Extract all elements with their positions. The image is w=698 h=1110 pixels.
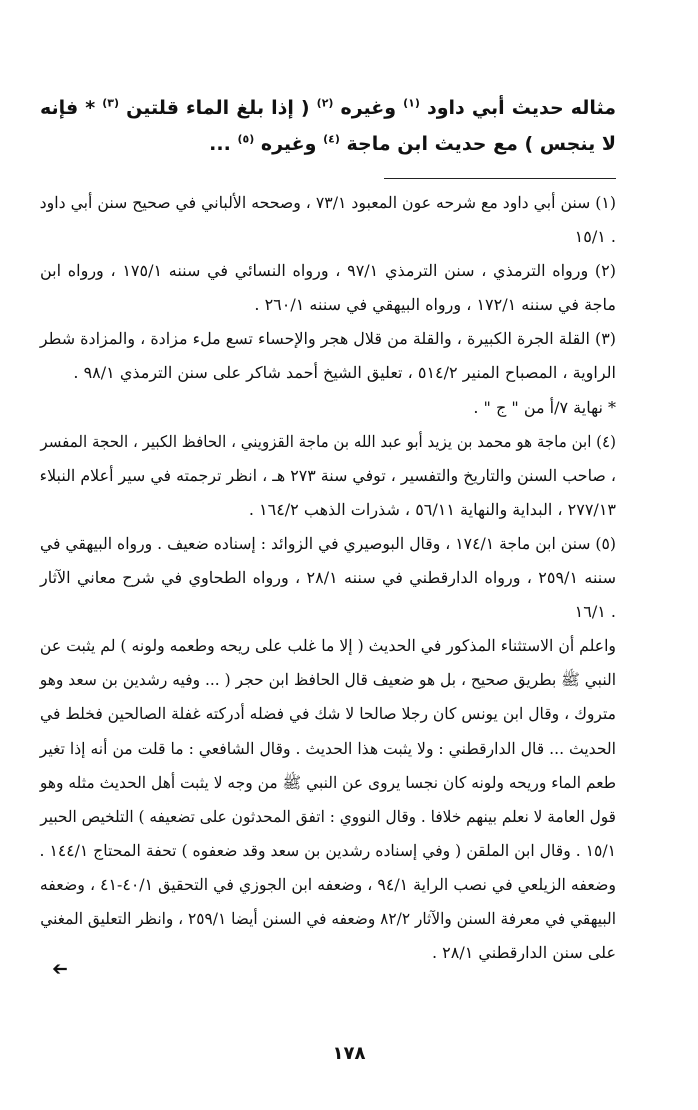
main-text-segment: مثاله حديث أبي داود: [426, 97, 617, 119]
footnote-ref-3: (٣): [102, 96, 120, 110]
footnote-line: (٥) سنن ابن ماجة ١٧٤/١ ، وقال البوصيري في الزوائد : إسناده ضعيف . ورواه البيهقي في: [39, 533, 616, 553]
footnote-line: . ١٥/١: [574, 227, 616, 247]
footnote-line: واعلم أن الاستثناء المذكور في الحديث ( إلا ما غلب على ريحه وطعمه ولونه ) لم يثبت عن: [39, 636, 617, 656]
main-text-segment: * فإنه لا ينجس ) مع: [40, 97, 616, 155]
footnote-line: (١) سنن أبي داود مع شرحه عون المعبود ٧٣/١ ، وصححه الألباني في صحيح سنن أبي داود: [39, 193, 616, 212]
main-text-segment: وغيره: [260, 133, 317, 155]
footnote-ref-2: (٢): [316, 96, 334, 110]
footnote-line: النبي ﷺ بطريق صحيح ، بل هو ضعيف قال الحافظ ابن حجر ( ... وفيه رشدين بن سعد وهو: [39, 670, 616, 690]
main-text-segment: وغيره: [340, 97, 397, 119]
footnote-line: البيهقي في معرفة السنن والآثار ٨٢/٢ وضعفه في السنن أيضا ٢٥٩/١ ، وانظر التعليق المغني: [40, 908, 616, 928]
footnote-line: ، صاحب السنن والتاريخ والتفسير ، توفي سنة ٢٧٣ هـ ، انظر ترجمته في سير أعلام النبلاء: [39, 465, 616, 485]
footnote-line: على سنن الدارقطني ٢٨/١ .: [431, 943, 616, 963]
footnote-ref-1: (١): [403, 96, 420, 110]
footnote-line: (٣) القلة الجرة الكبيرة ، والقلة من قلال هجر والإحساء تسع ملء مزادة ، والمزادة شطر: [39, 329, 616, 349]
footnotes: [40, 186, 616, 970]
footnote-line: الراوية ، المصباح المنير ٥١٤/٢ ، تعليق الشيخ أحمد شاكر على سنن الترمذي ٩٨/١ .: [73, 363, 616, 383]
main-text: [40, 90, 616, 162]
footnote-ref-4: (٤): [323, 132, 340, 146]
footnote-line: سننه ٢٥٩/١ ، ورواه الدارقطني في سننه ٢٨/١ ، ورواه الطحاوي في شرح معاني الآثار: [40, 568, 616, 588]
footnote-line: (٤) ابن ماجة هو محمد بن يزيد أبو عبد الله بن ماجة القزويني ، الحافظ الكبير ، الحجة المفسر: [40, 431, 616, 451]
footnote-line: ماجة في سننه ١٧٢/١ ، ورواه البيهقي في سننه ٢٦٠/١ .: [254, 295, 616, 315]
footnote-ref-5: (٥): [237, 132, 255, 146]
footnote-line: ٢٧٧/١٣ ، البداية والنهاية ٥٦/١١ ، شذرات الذهب ١٦٤/٢ .: [248, 499, 616, 519]
main-text-segment: ( إذا بلغ الماء قلتين: [126, 97, 310, 119]
footnote-line: قول العامة لا نعلم بينهم خلافا . وقال النووي : اتفق المحدثون على تضعيفه ) التلخيص الحبير: [40, 806, 617, 826]
left-arrow-icon: ➔: [52, 958, 68, 980]
footnote-line: متروك ، وقال ابن يونس كان رجلا صالحا لا شك في فضله أدركته غفلة الصالحين فخلط في: [40, 704, 617, 724]
footnote-line: ١٥/١ . وقال ابن الملقن ( وفي إسناده رشدين بن سعد وقد ضعفوه ) تحفة المحتاج ١٤٤/١ .: [39, 840, 616, 860]
footnote-line: (٢) ورواه الترمذي ، سنن الترمذي ٩٧/١ ، ورواه النسائي في سننه ١٧٥/١ ، ورواه ابن: [40, 261, 616, 281]
page-number: ١٧٨: [332, 1043, 366, 1064]
footnote-line: وضعفه الزيلعي في نصب الراية ٩٤/١ ، وضعفه ابن الجوزي في التحقيق ٤٠/١-٤١ ، وضعفه: [39, 874, 616, 894]
footnote-separator: [384, 178, 616, 179]
footnote-line: * نهاية ٧/أ من " ج " .: [473, 397, 616, 417]
footnote-line: طعم الماء وريحه ولونه كان نجسا يروى عن النبي ﷺ من وجه لا يثبت أهل الحديث مثله وهو: [39, 772, 616, 792]
footnote-line: . ١٦/١: [574, 602, 616, 622]
footnote-line: الحديث ... قال الدارقطني : ولا يثبت هذا الحديث . وقال الشافعي : ما قلت من أنه إذا تغير: [39, 738, 617, 758]
main-text-segment: ...: [209, 133, 231, 155]
main-text-segment: حديث ابن ماجة: [346, 133, 487, 155]
